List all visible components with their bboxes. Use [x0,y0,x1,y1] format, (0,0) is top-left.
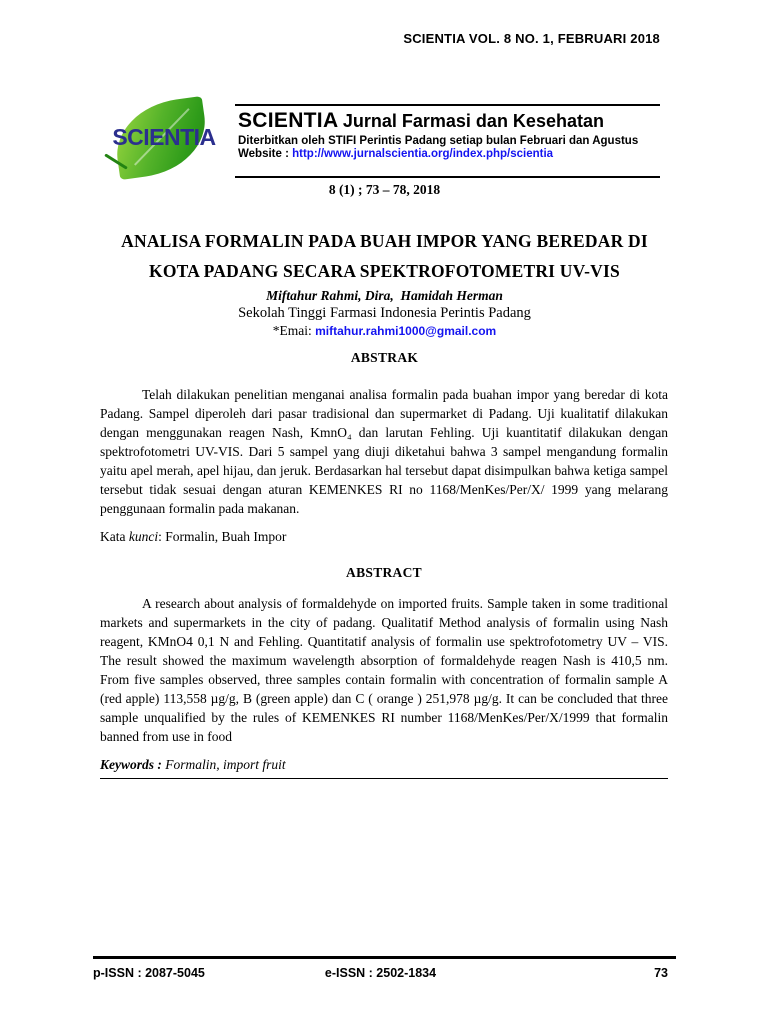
journal-title [238,109,660,133]
abstrak-heading: ABSTRAK [350,350,419,365]
keywords-line [100,757,668,779]
issue-citation: 8 (1) ; 73 – 78, 2018 [328,182,441,197]
running-header: SCIENTIA VOL. 8 NO. 1, FEBRUARI 2018 [403,31,660,46]
abstrak-section [100,385,668,545]
kata-kunci-line [100,529,668,545]
article-title-line2: KOTA PADANG SECARA SPEKTROFOTOMETRI UV-VIS [149,261,620,281]
journal-title-name: SCIENTIA [238,109,339,132]
email-line [93,323,676,339]
masthead-text-block [235,104,660,178]
keywords-values: Formalin, import fruit [165,757,286,772]
abstract-heading: ABSTRACT [346,565,422,580]
email-link[interactable]: miftahur.rahmi1000@gmail.com [315,324,497,338]
journal-logo [93,98,235,178]
abstract-section [100,565,668,779]
abstract-body: A research about analysis of formaldehyde on imported fruits. Sample taken in some traditional markets and supermarkets in the city of padang. Qualitatif Method analysis of formalin using Nash reagent, KMnO4 0,1 N and Fehling. Quantitatif analysis of formalin use spektrofotometry UV – VIS. The result showed the maximum wavelength absorption of formaldehyde reagen Nash is 410,5 nm. From five samples observed, three samples contain formalin with concentration of formalin sample A (red apple) 113,558 µg/g, B (green apple) dan C ( orange ) 251,978 µg/g. It can be concluded that three sample unqualified by the rules of KEMENKES RI number 1168/MenKes/Per/X/1999 that formalin banned from use in food [100,596,668,744]
article-title [70,226,699,286]
kunci-label: kunci [128,529,159,544]
masthead [93,98,660,178]
website-line [238,148,660,160]
website-label: Website : [238,148,289,160]
journal-title-subtitle: Jurnal Farmasi dan Kesehatan [342,111,604,131]
email-label: *Emai: [272,323,312,338]
affiliation-line: Sekolah Tinggi Farmasi Indonesia Perintis Padang [238,305,531,321]
abstrak-body: Telah dilakukan penelitian menganai analisa formalin pada buahan impor yang beredar di kota Padang. Sampel diperoleh dari pasar tradisional dan supermarket di Padang. Uji kualitatif dilakukan dengan menggunakan reagen Nash, KmnO₄ dan larutan Fehling. Uji kuantitatif dilakukan dengan spektrofotometri UV-VIS. Dari 5 sampel yang diuji diketahui bahwa 3 sampel mengandung formalin yaitu apel merah, apel hijau, dan jeruk. Berdasarkan hal tersebut dapat disimpulkan bahwa ketiga sampel tersebut tidak sesuai dengan aturan KEMENKES RI no 1168/MenKes/Per/X/ 1999 yang melarang penggunaan formalin pada makanan. [100,387,668,516]
e-issn: e-ISSN : 2502-1834 [324,966,437,980]
page-number: 73 [654,966,669,980]
authors-line: Miftahur Rahmi, Dira, Hamidah Herman [266,288,503,303]
kata-label: Kata [100,529,129,544]
page-footer [93,956,676,980]
keywords-label: Keywords : [100,757,166,772]
publisher-line: Diterbitkan oleh STIFI Perintis Padang setiap bulan Februari dan Agustus [238,135,639,147]
p-issn: p-ISSN : 2087-5045 [93,966,205,980]
kata-kunci-values: : Formalin, Buah Impor [158,529,287,544]
logo-wordmark: SCIENTIA [112,124,216,150]
article-title-line1: ANALISA FORMALIN PADA BUAH IMPOR YANG BEREDAR DI [121,231,648,251]
website-link[interactable]: http://www.jurnalscientia.org/index.php/scientia [292,148,554,160]
